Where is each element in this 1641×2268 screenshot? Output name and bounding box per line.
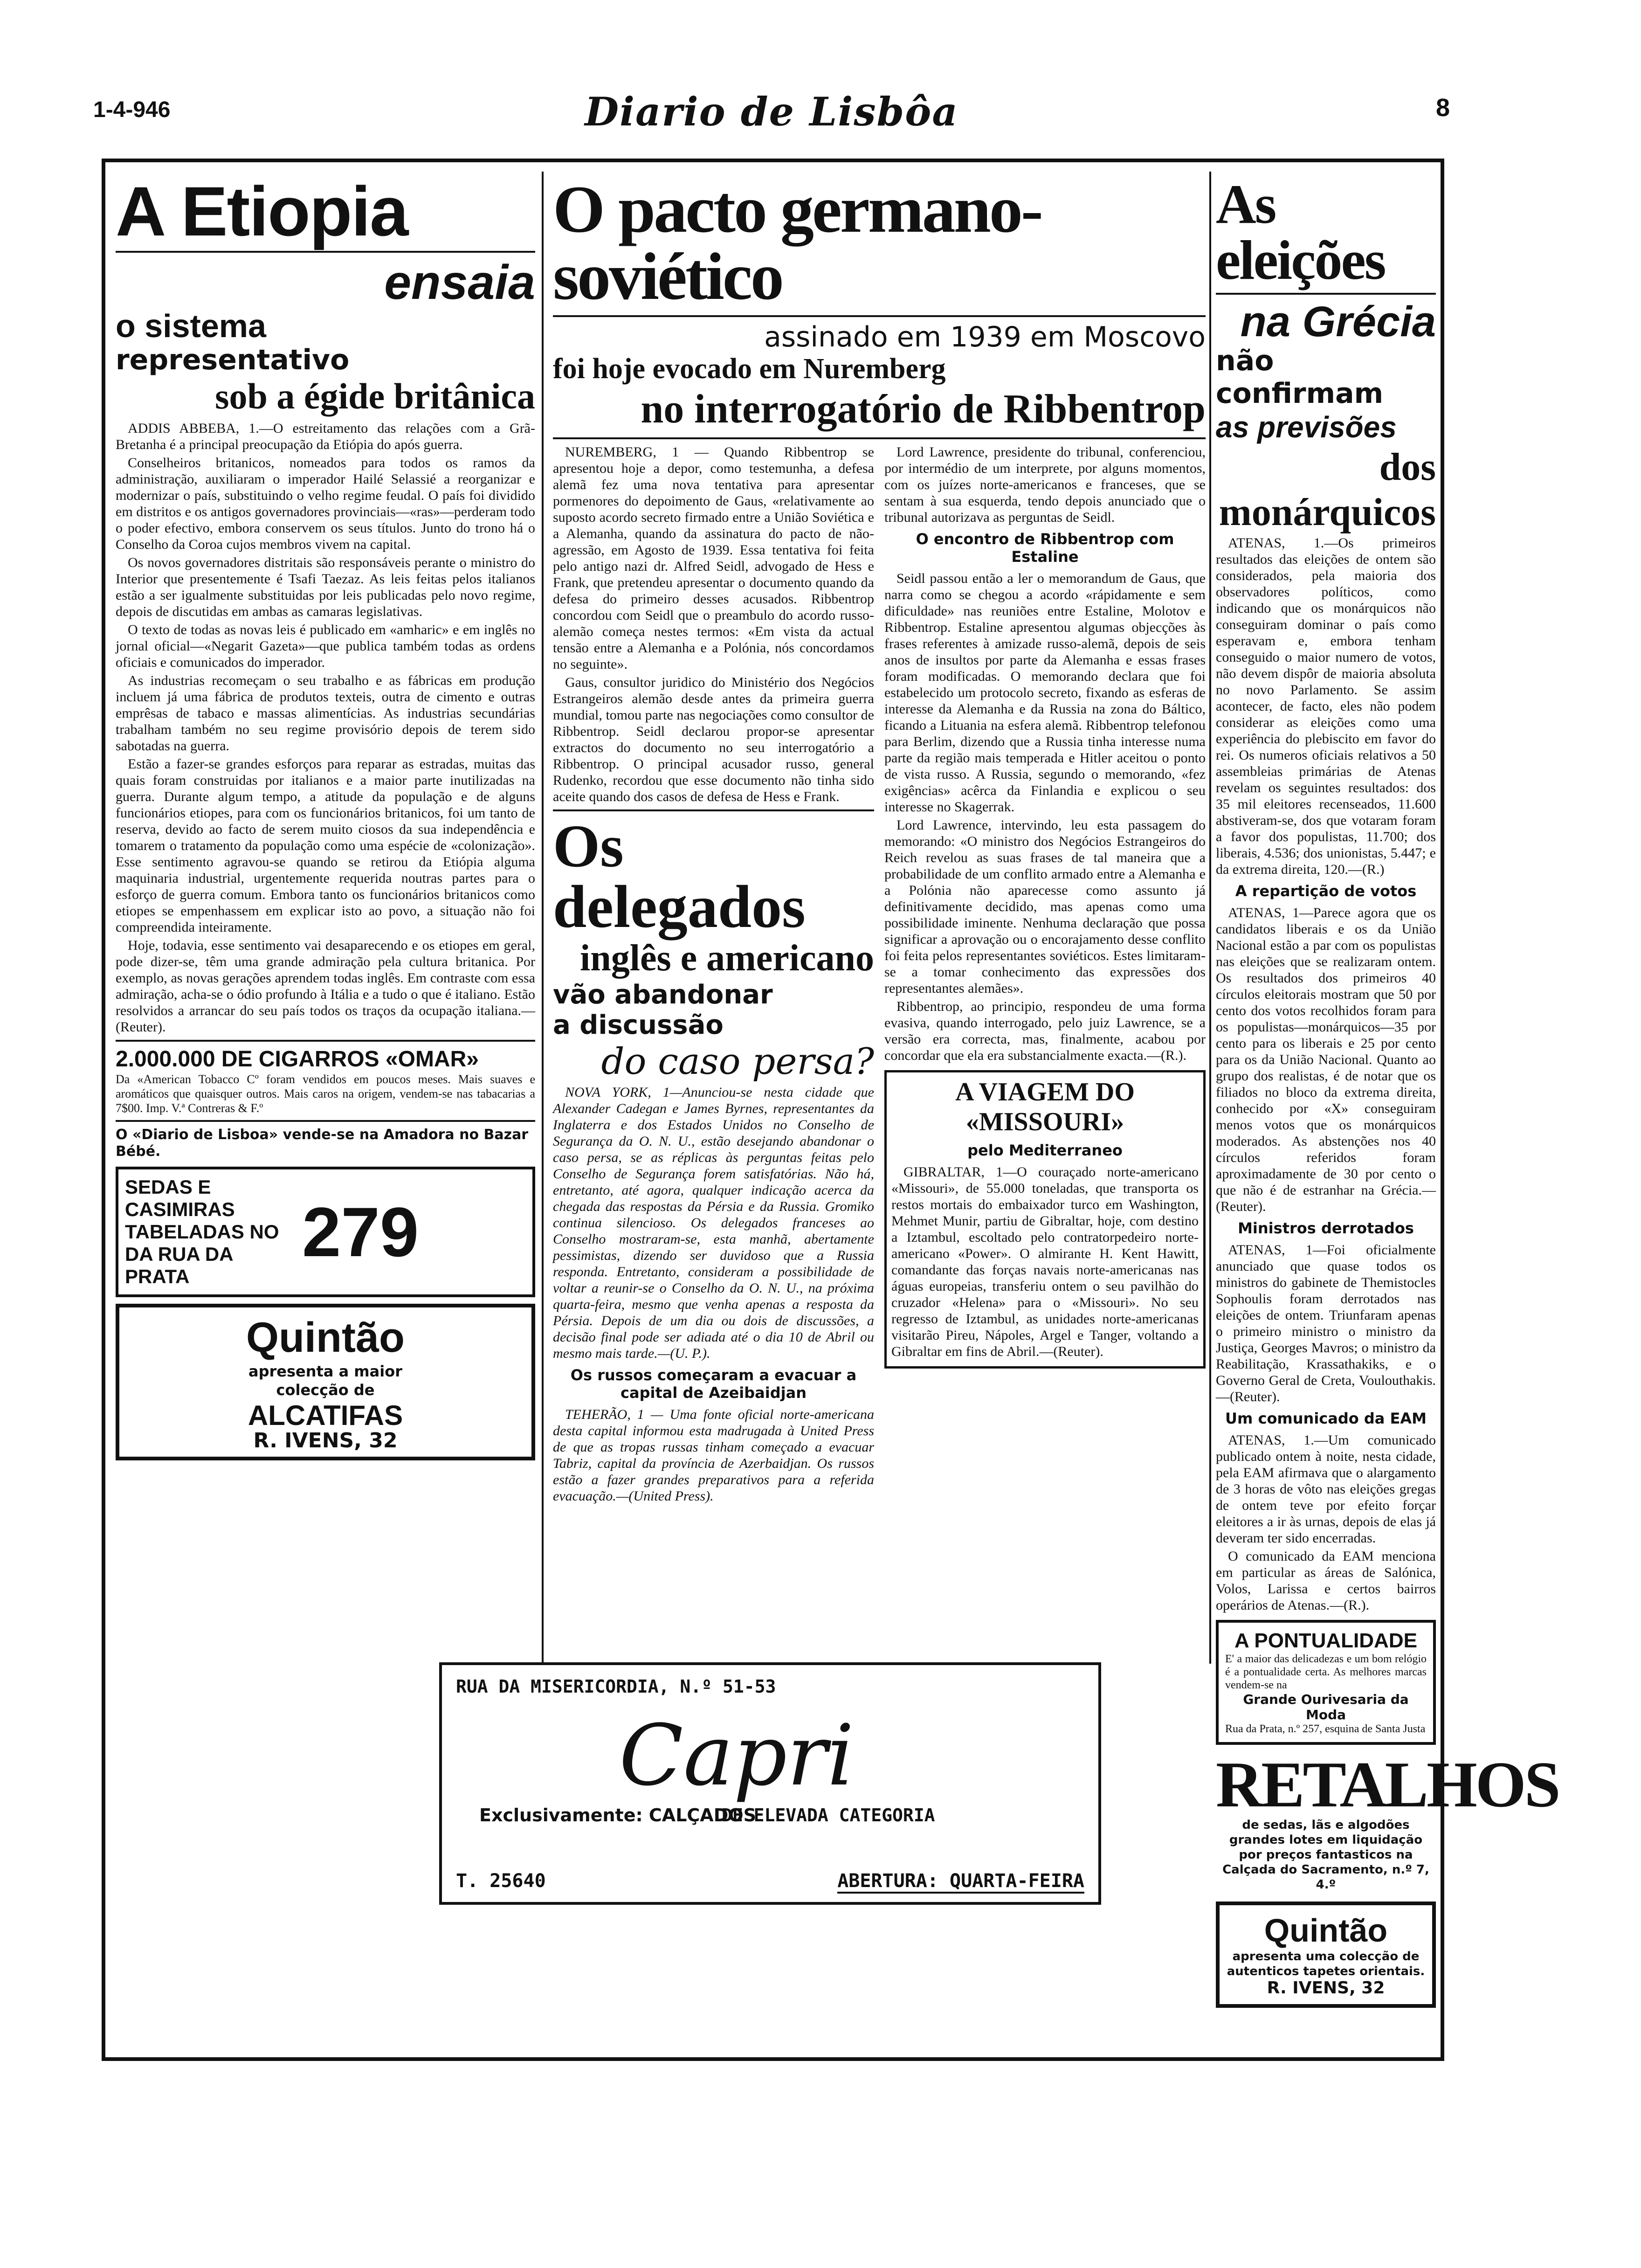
masthead xyxy=(93,89,1450,145)
headline-pact: O pacto germano-soviético xyxy=(553,173,1041,314)
newspaper-title: Diario de Lisbôa xyxy=(585,89,958,135)
retalhos-ad: RETALHOS xyxy=(1216,1748,1559,1821)
divider xyxy=(116,1120,535,1122)
column-divider xyxy=(1209,172,1211,1664)
divider xyxy=(116,1040,535,1042)
quintao-logo: Quintão xyxy=(246,1314,405,1361)
column-divider xyxy=(542,172,544,1664)
divider xyxy=(553,437,1206,439)
article-ethiopia: ADDIS ABBEBA, 1.—O estreitamento das relações com a Grã-Bretanha é a principal preocupação da Etiópia do após guerra. Conselheiros britanicos, nomeados para todos os ramos da administração, auxiliaram o imperador Hailé Selassié a reorganizar e modernizar o país, substituindo o velho regime feudal. O país foi dividido em distritos e os antigos governadores provinciais—«ras»—perderam todo o poder efectivo, embora conservem os seus títulos. Junto do trono há o Conselho da Coroa cujos membros vivem na capital. Os novos governadores distritais são responsáveis perante o ministro do Interior que presentemente é Tsafi Taezaz. As leis feitas pelos italianos estão a ser igualmente substituidas por leis publicadas pelo novo regime, depois de discutidas em ambas as camaras legislativas. O texto de todas as novas leis é publicado em «amharic» e em inglês no jornal oficial—«Negarit Gazeta»—que publica também todas as ordens oficiais e comunicados do imperador. As industrias recomeçam o seu trabalho e as fábricas em produção incluem já uma fábrica de produtos texteis, outra de cimento e outras emprêsas de tabaco e massas alimentícias. As industrias secundárias trabalham também no seu regime provisório depois de terem sido sabotadas na guerra. Estão a fazer-se grandes esforços para reparar as estradas, muitas das quais foram construidas por italianos e a maior parte inutilizadas na guerra. Durante algum tempo, a atitude da população e de alguns funcionários etiopes, para com os funcionários britanicos, foi um tanto de reserva, devido ao facto de serem muito ciosos da sua independência e tomarem o tratamento da população como uma espécie de «colonização». Esse sentimento agravou-se quando se retirou da Etiópia alguma maquinaria industrial, urgentemente requerida noutras partes para o esforço de guerra comum. Embora tanto os funcionários britanicos como etiopes se empenhassem em explicar isto ao povo, a situação não foi compreendida inteiramente. Hoje, todavia, esse sentimento vai desaparecendo e os etiopes em geral, pode dizer-se, têm uma grande admiração pela cultura britanica. Por exemplo, as novas gerações aprendem todas inglês. Em contraste com essa admiração, acha-se o ódio profundo à Itália e a tudo o que é italiano. Estão resolvidos a arrancar do seu país todos os traços da ocupação italiana.—(Reuter). xyxy=(116,420,535,1035)
article-tehran: TEHERÃO, 1 — Uma fonte oficial norte-americana desta capital informou esta madrugada à United Press de que as tropas russas tinham começado a evacuar Tabriz, capital da província de Azerbaidjan. Os russos estão a fazer grandes preparativos para a referida evacuação.—(United Press). xyxy=(553,1406,874,1504)
headline-greece: As eleições xyxy=(1216,173,1385,291)
silks-ad-number: 279 xyxy=(302,1192,419,1271)
capri-ad: RUA DA MISERICORDIA, N.º 51-53 Capri Exclusivamente: CALÇADOS DE ELEVADA CATEGORIA T. 25640 ABERTURA: QUARTA-FEIRA xyxy=(439,1662,1101,1905)
column-ethiopia xyxy=(116,172,535,1460)
divider xyxy=(1216,293,1436,295)
column-greece: As eleições na Grécia não confirmam as previsões dos monárquicos ATENAS, 1.—Os primeiros resultados das eleições de ontem são considerados, pela maioria dos observadores políticos, como indicando que os monárquicos não conseguiram dominar o país como esperavam e, embora tenham conseguido o maior numero de votos, não devem dispôr de maioria absoluta no novo Parlamento. Se assim acontecer, de facto, eles não podem considerar as eleições como uma experiência do plebiscito em favor do rei. Os numeros oficiais relativos a 50 assembleias primárias de Atenas revelam os seguintes resultados: dos 35 mil eleitores recenseados, 11.600 abstiveram-se, dos que votaram foram a favor dos populistas, 11.700; dos liberais, 4.536; dos unionistas, 5.447; e da extrema direita, 120.—(R.) A repartição de votos ATENAS, 1—Parece agora que os candidatos liberais e os da União Nacional estão a par com os populistas nas eleições que se realizaram ontem. Os resultados dos primeiros 40 círculos eleitorais mostram que 50 por cento dos votos recolhidos foram para os populistas—monárquicos—35 por cento para os liberais e 25 por cento para os da União Nacional. Quanto ao grupo dos realistas, é de notar que os filiados no bloco da extrema direita, conhecido por «X» conseguiram menos votos que os monárquicos moderados. As abstenções nos 40 círculos referidos foram aproximadamente de 30 por cento o que não é de estranhar na Grécia.—(Reuter). Ministros derrotados ATENAS, 1—Foi oficialmente anunciado que quase todos os ministros do gabinete de Themistocles Sophoulis foram derrotados nas eleições de ontem. Triunfaram apenas o primeiro ministro o ministro da Justiça, Georges Mavros; o ministro da Reabilitação, Krassathakiks, e o Governo Geral de Creta, Voulouthakis.—(Reuter). Um comunicado da EAM ATENAS, 1.—Um comunicado publicado ontem à noite, nesta cidade, pela EAM afirmava que o alargamento de 3 horas de vôto nas eleições gregas de ontem teve por efeito forçar eleitores a ir às urnas, depois de elas já deveram ter sido encerradas. O comunicado da EAM menciona em particular as áreas de Salónica, Volos, Larissa e certos bairros operários de Atenas.—(R.). A PONTUALIDADE E' a maior das delicadezas e um bom relógio é a pontualidade certa. As melhores marcas vendem-se na Grande Ourivesaria da Moda Rua da Prata, n.º 257, esquina de Santa Justa RETALHOS de sedas, lãs e algodões grandes lotes em liquidação por preços fantasticos na Calçada do Sacramento, n.º 7, 4.º Quintão apresenta uma colecção de autenticos tapetes orientais. R. IVENS, 32 xyxy=(1216,176,1436,2008)
divider xyxy=(553,315,1206,317)
issue-date: 1-4-946 xyxy=(93,97,171,122)
headline-pact-4: no interrogatório de Ribbentrop xyxy=(641,387,1206,432)
silks-ad-text: SEDAS E CASIMIRAS TABELADAS NO DA RUA DA PRATA xyxy=(125,1175,279,1287)
headline-line-2: ensaia xyxy=(384,256,535,310)
capri-logo: Capri xyxy=(619,1707,854,1805)
headline-pact-2: assinado em 1939 em Moscovo xyxy=(764,321,1206,353)
divider xyxy=(553,809,874,811)
headline-line-5: sob a égide britânica xyxy=(215,376,535,417)
bazar-notice: O «Diario de Lisboa» vende-se na Amadora no Bazar Bébé. xyxy=(116,1126,529,1160)
headline-ethiopia: A Etiopia xyxy=(116,172,408,250)
headline-line-3: o sistema xyxy=(116,308,266,345)
headline-delegates: Os delegados xyxy=(553,813,806,940)
article-greece: ATENAS, 1.—Os primeiros resultados das eleições de ontem são considerados, pela maioria dos observadores políticos, como indicando que os monárquicos não conseguiram dominar o país como esperavam e, embora tenham conseguido o maior numero de votos, não devem dispôr de maioria absoluta no novo Parlamento. Se assim acontecer, de facto, eles não podem considerar as eleições como uma experiência do plebiscito em favor do rei. Os numeros oficiais relativos a 50 assembleias primárias de Atenas revelam os seguintes resultados: dos 35 mil eleitores recenseados, 11.600 abstiveram-se, dos que votaram foram a favor dos populistas, 11.700; dos liberais, 4.536; dos unionistas, 5.447; e da extrema direita, 120.—(R.) A repartição de votos ATENAS, 1—Parece agora que os candidatos liberais e os da União Nacional estão a par com os populistas nas eleições que se realizaram ontem. Os resultados dos primeiros 40 círculos eleitorais mostram que 50 por cento dos votos recolhidos foram para os populistas—monárquicos—35 por cento para os liberais e 25 por cento para os da União Nacional. Quanto ao grupo dos realistas, é de notar que os filiados no bloco da extrema direita, conhecido por «X» conseguiram menos votos que os monárquicos moderados. As abstenções nos 40 círculos referidos foram aproximadamente de 30 por cento o que não é de estranhar na Grécia.—(Reuter). Ministros derrotados ATENAS, 1—Foi oficialmente anunciado que quase todos os ministros do gabinete de Themistocles Sophoulis foram derrotados nas eleições de ontem. Triunfaram apenas o primeiro ministro o ministro da Justiça, Georges Mavros; o ministro da Reabilitação, Krassathakiks, e o Governo Geral de Creta, Voulouthakis.—(Reuter). Um comunicado da EAM ATENAS, 1.—Um comunicado publicado ontem à noite, nesta cidade, pela EAM afirmava que o alargamento de 3 horas de vôto nas eleições gregas de ontem teve por efeito forçar eleitores a ir às urnas, depois de elas já deveram ter sido encerradas. O comunicado da EAM menciona em particular as áreas de Salónica, Volos, Larissa e certos bairros operários de Atenas.—(R.). xyxy=(1216,535,1436,1613)
cigarettes-ad-text: Da «American Tobacco Cº foram vendidos em poucos meses. Mais suaves e aromáticos que quaisquer outros. Mais caros na origem, vendem-se nas tabacarias a 7$00. Imp. V.ª Contreras & F.º xyxy=(116,1072,535,1115)
column-pact xyxy=(553,173,1206,1506)
pontualidade-ad: A PONTUALIDADE E' a maior das delicadezas e um bom relógio é a pontualidade certa. As melhores marcas vendem-se na Grande Ourivesaria da Moda Rua da Prata, n.º 257, esquina de Santa Justa xyxy=(1216,1620,1436,1745)
cigarettes-ad-title: 2.000.000 DE CIGARROS «OMAR» xyxy=(116,1046,479,1072)
pact-article: NUREMBERG, 1 — Quando Ribbentrop se apresentou hoje a depor, como testemunha, a defesa alemã fez uma nova tentativa para apresentar pormenores do depoimento de Gaus, «relativamente ao suposto acordo secreto firmado entre a União Soviética e a Alemanha, quando da assinatura do pacto de não-agressão, em Agosto de 1939. Essa tentativa foi feita pelo antigo nazi dr. Alfred Seidl, advogado de Hess e Frank, que pretendeu apresentar o documento quando da defesa do primeiro desses acusados. Ribbentrop concordou com Seidl que o preambulo do acordo russo-alemão começa nestes termos: «Em vista da actual tensão entre a Alemanha e a Polónia, nós concordamos no seguinte». Gaus, consultor juridico do Ministério dos Negócios Estrangeiros alemão desde antes da primeira guerra mundial, tomou parte nas negociações como consultor de Ribbentrop. Seidl declarou propor-se apresentar extractos do documento no seu interrogatório a Ribbentrop. O principal acusador russo, general Rudenko, recordou que esse documento não tinha sido aceite quando dos casos de defesa de Hess e Frank. Os delegados inglês e americano vão abandonar a discussão do caso persa? NOVA YORK, 1—Anunciou-se nesta cidade que Alexander Cadegan e James Byrnes, representantes da Inglaterra e dos Estados Unidos no Conselho de Segurança da O. N. U., estão desejando abandonar o caso persa, se as réplicas às perguntas feitas pelo Conselho de Segurança forem satisfatórias. Não há, entretanto, até agora, qualquer indicação acerca da chegada das respostas da Pérsia e da Russia. Gromiko continua silencioso. Os delegados franceses ao Conselho mostraram-se, esta manhã, abertamente pessimistas, dizendo ser duvidoso que a Russia responda. Entretanto, consideram a possibilidade de voltar a reunir-se o Conselho da O. N. U., na próxima quarta-feira, mesmo que venha apenas a resposta da Pérsia. Depois de um dia ou dois de discussões, a decisão final pode ser adiada até o dia 10 de Abril ou mesmo mais tarde.—(U. P.). Os russos começaram a evacuar a capital de Azeibaidjan TEHERÃO, 1 — Uma fonte oficial norte-americana desta capital informou esta madrugada à United Press de que as tropas russas tinham começado a evacuar Tabriz, capital da província de Azerbaidjan. Os russos estão a fazer grandes preparativos para a referida evacuação.—(United Press). Lord Lawrence, presidente do tribunal, conferenciou, por intermédio de um interprete, por alguns momentos, com os juízes norte-americanos e franceses, que se sentam à sua esquerda, tendo depois anunciado que o tribunal autorizava as perguntas de Seidl. O encontro de Ribbentrop com Estaline Seidl passou então a ler o memorandum de Gaus, que narra como se chegou a acordo «rápidamente e sem dificuldade» nas reuniões entre Estaline, Molotov e Ribbentrop. Estaline apresentou algumas objecções às frases referentes à amizade russo-alemã, depois de seis anos de insultos por parte da Alemanha e essas frases foram modificadas. O memorando declara que foi estabelecido um protocolo secreto, fixando as esferas de interesse da Alemanha e da Russia na zona do Báltico, ficando a Lituania na esfera alemã. Ribbentrop telefonou para Berlim, dizendo que a Russia tinha interesse numa parte da região mais temperada e Hitler aceitou o ponto de vista russo. A Russia, segundo o memorando, «fez exigências» acêrca da Finlandia e explicou o seu interesse no Skagerrak. Lord Lawrence, intervindo, leu esta passagem do memorando: «O ministro dos Negócios Estrangeiros do Reich revelou as suas frases de tal maneira que a probabilidade de um conflito armado entre a Alemanha e a Polónia não aparecesse como assunto já definitivamente decidido, mas apenas como uma possibilidade iminente. Nenhuma declaração que possa significar a aprovação ou o encorajamento desse conflito foi feita pelos representantes soviéticos. Estes limitaram-se a tomar conhecimento das expressões dos representantes alemães». Ribbentrop, ao principio, respondeu de uma forma evasiva, quando interrogado, pelo juiz Lawrence, se a versão era correcta, mas, finalmente, acabou por concordar que ela era substancialmente exacta.—(R.). A VIAGEM DO «MISSOURI» pelo Mediterraneo GIBRALTAR, 1—O couraçado norte-americano «Missouri», de 55.000 toneladas, que transporta os restos mortais do embaixador turco em Washington, Mehmet Munir, partiu de Gibraltar, hoje, com destino a Iztambul, escoltado pelo contratorpedeiro norte-americano «Power». O almirante H. Kent Hawitt, comandante das forças navais norte-americanas nas águas europeias, transferiu ontem o seu pavilhão do cruzador «Helena» para o «Missouri». No seu regresso de Iztambul, as unidades norte-americanas visitarão Pireu, Nápoles, Argel e Tanger, voltando a Gibraltar em fins de Abril.—(Reuter). xyxy=(553,444,1206,1504)
headline-line-4: representativo xyxy=(116,344,350,377)
quintao-logo: Quintão xyxy=(1264,1912,1388,1949)
missouri-box: A VIAGEM DO «MISSOURI» pelo Mediterraneo GIBRALTAR, 1—O couraçado norte-americano «Missouri», de 55.000 toneladas, que transporta os restos mortais do embaixador turco em Washington, Mehmet Munir, partiu de Gibraltar, hoje, com destino a Iztambul, escoltado pelo contratorpedeiro norte-americano «Power». O almirante H. Kent Hawitt, comandante das forças navais norte-americanas nas águas europeias, transferiu ontem o seu pavilhão do cruzador «Helena» para o «Missouri». No seu regresso de Iztambul, as unidades norte-americanas visitarão Pireu, Nápoles, Argel e Tanger, voltando a Gibraltar em fins de Abril.—(Reuter). xyxy=(884,1070,1206,1369)
article-delegates: NOVA YORK, 1—Anunciou-se nesta cidade que Alexander Cadegan e James Byrnes, representantes da Inglaterra e dos Estados Unidos no Conselho de Segurança da O. N. U., estão desejando abandonar o caso persa, se as réplicas às perguntas feitas pelo Conselho de Segurança forem satisfatórias. Não há, entretanto, até agora, qualquer indicação acerca da chegada das respostas da Pérsia e da Russia. Gromiko continua silencioso. Os delegados franceses ao Conselho mostraram-se, esta manhã, abertamente pessimistas, dizendo ser duvidoso que a Russia responda. Entretanto, consideram a possibilidade de voltar a reunir-se o Conselho da O. N. U., na próxima quarta-feira, mesmo que venha apenas a resposta da Pérsia. Depois de um dia ou dois de discussões, a decisão final pode ser adiada até o dia 10 de Abril ou mesmo mais tarde.—(U. P.). xyxy=(553,1084,874,1361)
quintao-ad-right: Quintão apresenta uma colecção de autenticos tapetes orientais. R. IVENS, 32 xyxy=(1216,1902,1436,2008)
quintao-ad-left: Quintão apresenta a maior colecção de ALCATIFAS R. IVENS, 32 xyxy=(116,1304,535,1460)
headline-pact-3: foi hoje evocado em Nuremberg xyxy=(553,353,946,385)
silks-ad xyxy=(116,1167,535,1297)
divider xyxy=(116,251,535,253)
page-number: 8 xyxy=(1435,94,1450,122)
